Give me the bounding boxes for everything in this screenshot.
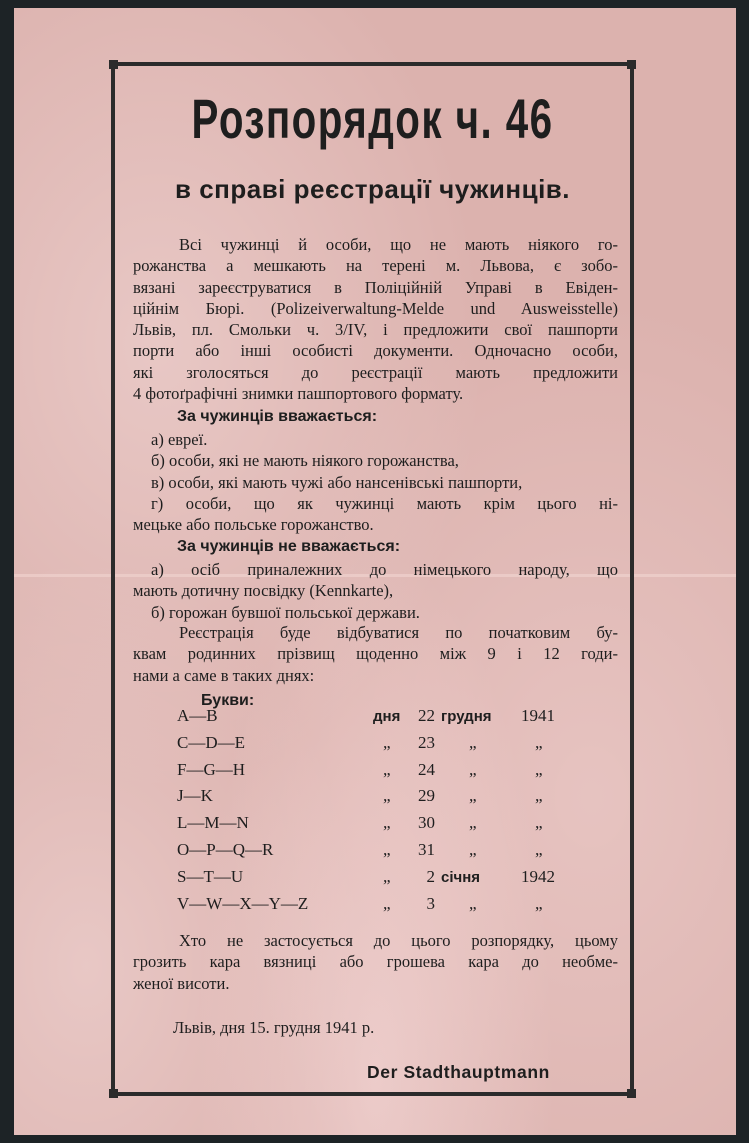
schedule-letters-cell: S—T—U bbox=[177, 866, 244, 886]
frame-corner bbox=[109, 60, 118, 69]
considered-heading: За чужинців вважається: bbox=[177, 408, 378, 425]
schedule-month-cell: „ bbox=[469, 786, 477, 806]
schedule-year-cell: 1942 bbox=[521, 866, 555, 886]
schedule-day-cell: 22 bbox=[418, 706, 435, 725]
schedule-month-cell: „ bbox=[469, 732, 477, 752]
schedule-month-cell: „ bbox=[469, 759, 477, 779]
schedule-letters-cell: O—P—Q—R bbox=[177, 840, 274, 859]
schedule-letters-cell: C—D—E bbox=[177, 732, 245, 752]
frame-corner bbox=[109, 1089, 118, 1098]
schedule-year-cell: „ bbox=[535, 840, 543, 859]
schedule-year-cell: 1941 bbox=[521, 706, 555, 725]
penalty-paragraph bbox=[133, 930, 618, 994]
schedule-day-word-cell: „ bbox=[383, 759, 391, 779]
registration-line: квам родинних прізвищ щоденно між 9 і 12 годи- bbox=[133, 644, 618, 664]
schedule-month-cell: січня bbox=[441, 868, 481, 886]
schedule-letters-cell: L—M—N bbox=[177, 813, 249, 833]
poster-sheet bbox=[14, 8, 736, 1135]
frame-corner bbox=[627, 1089, 636, 1098]
not-considered-item: а) осіб приналежних до німецького народу, що bbox=[151, 560, 618, 579]
registration-line: Реєстрація буде відбуватися по початковим бу- bbox=[179, 623, 618, 642]
signature: Der Stadthauptmann bbox=[367, 1062, 550, 1082]
schedule-day-word-cell: „ bbox=[383, 732, 391, 752]
considered-item: г) особи, що як чужинці мають крім цього ні- bbox=[151, 493, 618, 513]
schedule-letters-cell: F—G—H bbox=[177, 759, 246, 779]
not-considered-heading: За чужинців не вважається: bbox=[177, 538, 401, 555]
considered-item: б) особи, які не мають ніякого горожанства, bbox=[151, 451, 459, 471]
intro-line: ційнім Бюрі. (Polizeiverwaltung-Melde und Ausweisstelle) bbox=[133, 298, 618, 318]
registration-paragraph bbox=[133, 622, 618, 686]
intro-line: Львів, пл. Смольки ч. 3/IV, і предложити свої пашпорти bbox=[133, 320, 618, 340]
schedule-year-cell: „ bbox=[535, 813, 543, 833]
schedule-year-cell: „ bbox=[535, 732, 543, 752]
considered-list bbox=[133, 429, 618, 535]
intro-line: Всі чужинці й особи, що не мають ніякого го- bbox=[179, 235, 618, 254]
schedule-day-word-cell: дня bbox=[373, 708, 401, 725]
poster-title: Розпорядок ч. 46 bbox=[191, 87, 554, 150]
schedule-day-cell: 30 bbox=[418, 813, 435, 833]
intro-line: які зголосяться до реєстрації мають предложити bbox=[133, 362, 618, 382]
schedule-day-cell: 23 bbox=[418, 732, 435, 752]
schedule-day-word-cell: „ bbox=[383, 840, 391, 859]
registration-line: нами а саме в таких днях: bbox=[133, 665, 315, 685]
penalty-line: женої висоти. bbox=[133, 973, 230, 993]
schedule-day-word-cell: „ bbox=[383, 786, 391, 806]
poster-frame bbox=[111, 62, 634, 1096]
schedule-month-cell: „ bbox=[469, 893, 477, 913]
intro-line: 4 фотоґрафічні знимки пашпортового формату. bbox=[133, 384, 464, 404]
schedule-day-word-cell: „ bbox=[383, 813, 391, 833]
schedule-month-cell: „ bbox=[469, 813, 477, 833]
schedule-day-cell: 31 bbox=[418, 840, 435, 859]
schedule-letters-cell: J—K bbox=[177, 786, 213, 806]
schedule-year-cell: „ bbox=[535, 759, 543, 779]
not-considered-item: мають дотичну посвідку (Kennkarte), bbox=[133, 581, 394, 601]
schedule-day-cell: 2 bbox=[426, 866, 435, 886]
schedule-day-cell: 3 bbox=[426, 893, 435, 913]
schedule-letters-cell: V—W—X—Y—Z bbox=[177, 893, 309, 913]
considered-item: а) евреї. bbox=[151, 430, 208, 449]
penalty-line: грозить кара вязниці або грошева кара до необме- bbox=[133, 952, 618, 972]
schedule-letters-cell: A—B bbox=[177, 706, 218, 725]
intro-line: порти або інші особисті документи. Одночасно особи, bbox=[133, 341, 618, 361]
frame-corner bbox=[627, 60, 636, 69]
considered-item: в) особи, які мають чужі або нансенівські пашпорти, bbox=[151, 472, 523, 492]
intro-paragraph bbox=[133, 234, 618, 404]
schedule-day-word-cell: „ bbox=[383, 893, 391, 913]
place-date: Львів, дня 15. грудня 1941 р. bbox=[173, 1018, 375, 1037]
intro-line: вязані зареєструватися в Поліційній Управі в Евіден- bbox=[133, 277, 618, 297]
considered-item: мецьке або польське горожанство. bbox=[133, 515, 374, 535]
poster-subtitle: в справі реєстрації чужинців. bbox=[174, 174, 571, 204]
penalty-line: Хто не застосується до цього розпорядку, цьому bbox=[179, 931, 618, 950]
schedule-day-cell: 24 bbox=[418, 759, 435, 779]
not-considered-item: б) горожан бувшої польської держави. bbox=[151, 602, 420, 622]
schedule-year-cell: „ bbox=[535, 786, 543, 806]
schedule-year-cell: „ bbox=[535, 893, 543, 913]
schedule-day-word-cell: „ bbox=[383, 866, 391, 886]
schedule-day-cell: 29 bbox=[418, 786, 435, 806]
not-considered-list bbox=[133, 559, 618, 623]
intro-line: рожанства а мешкають на терені м. Львова, є зобо- bbox=[133, 256, 618, 276]
letters-heading: Букви: bbox=[201, 692, 255, 709]
schedule-month-cell: грудня bbox=[441, 708, 492, 725]
schedule-month-cell: „ bbox=[469, 840, 477, 859]
